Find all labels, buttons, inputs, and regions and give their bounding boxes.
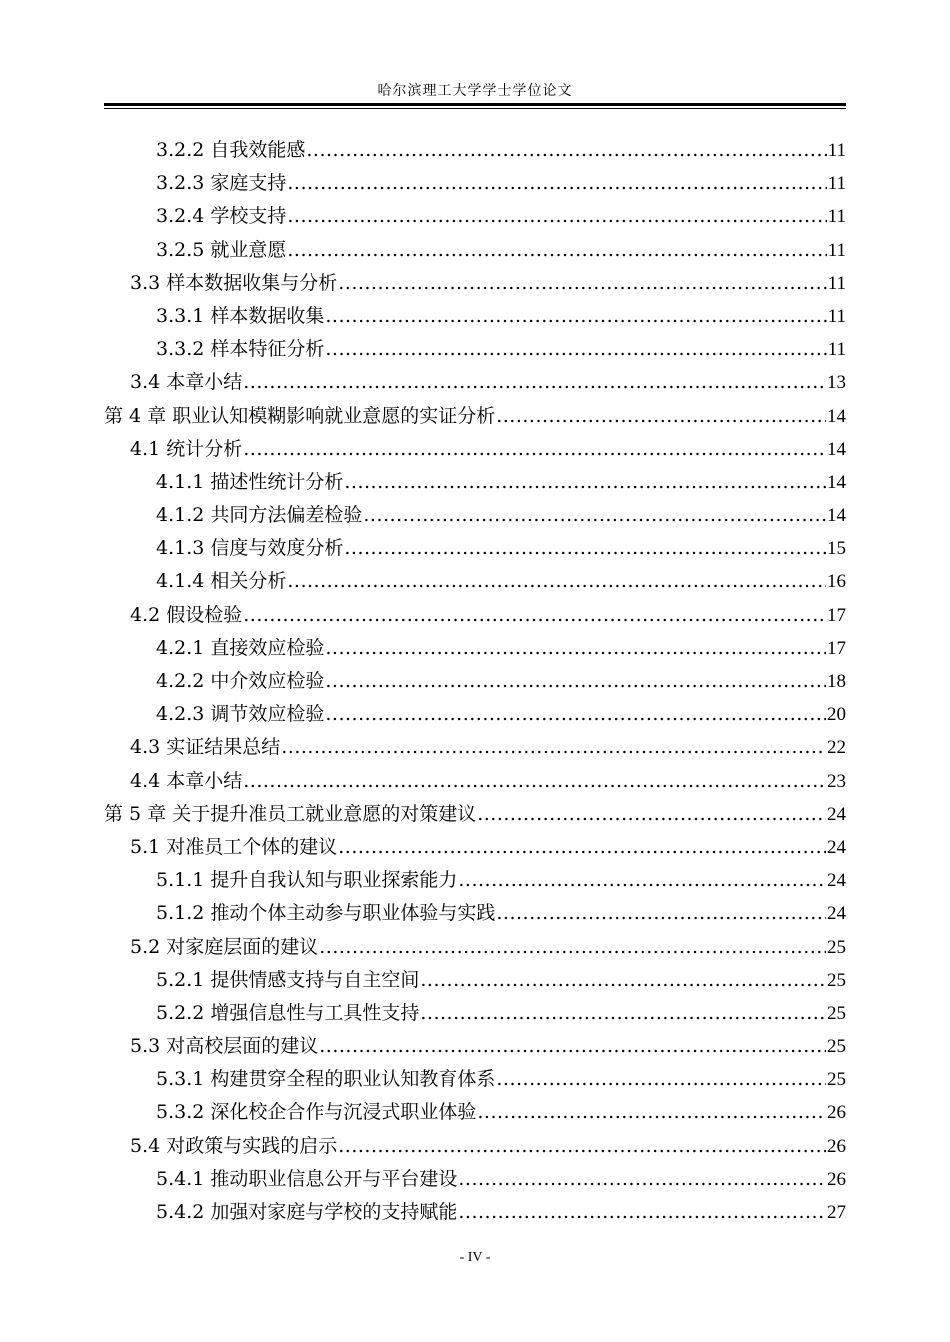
toc-entry-page: 25 [827, 1036, 846, 1058]
toc-entry[interactable] [104, 200, 846, 233]
toc-dot-leader [325, 300, 826, 333]
toc-entry-title: 第 4 章 职业认知模糊影响就业意愿的实证分析 [104, 404, 496, 427]
table-of-contents [104, 134, 846, 1229]
toc-dot-leader [325, 665, 826, 698]
toc-entry-page: 11 [827, 140, 846, 161]
toc-entry-page: 24 [827, 803, 846, 825]
toc-entry-page: 14 [827, 405, 846, 427]
toc-dot-leader [338, 831, 826, 864]
toc-entry[interactable] [104, 134, 846, 167]
toc-entry[interactable] [104, 798, 846, 831]
toc-entry-title: 4.3 实证结果总结 [130, 736, 281, 759]
toc-entry-title: 5.2 对家庭层面的建议 [130, 935, 319, 958]
toc-entry-title: 4.1 统计分析 [130, 437, 243, 460]
toc-entry[interactable] [104, 267, 846, 300]
toc-dot-leader [458, 1196, 826, 1229]
toc-entry-title: 3.2.4 学校支持 [156, 205, 287, 228]
toc-dot-leader [477, 798, 826, 831]
toc-dot-leader [420, 997, 826, 1030]
toc-entry[interactable] [104, 997, 846, 1030]
toc-entry[interactable] [104, 731, 846, 764]
toc-entry[interactable] [104, 1196, 846, 1229]
toc-entry-page: 17 [827, 637, 846, 659]
toc-entry-title: 5.1.1 提升自我认知与职业探索能力 [156, 869, 458, 892]
toc-entry-title: 3.3.1 样本数据收集 [156, 304, 325, 327]
toc-entry-page: 11 [827, 173, 846, 195]
toc-entry-title: 5.4.2 加强对家庭与学校的支持赋能 [156, 1201, 458, 1223]
toc-entry-title: 4.1.4 相关分析 [156, 570, 287, 593]
toc-dot-leader [420, 964, 826, 997]
toc-entry[interactable] [104, 1096, 846, 1129]
toc-entry-title: 第 5 章 关于提升准员工就业意愿的对策建议 [104, 802, 477, 825]
page-header-title: 哈尔滨理工大学学士学位论文 [377, 83, 573, 99]
toc-entry[interactable] [104, 864, 846, 897]
toc-entry-title: 5.3 对高校层面的建议 [130, 1035, 319, 1058]
toc-entry-page: 11 [827, 305, 846, 327]
toc-entry[interactable] [104, 1030, 846, 1063]
toc-entry-page: 24 [827, 870, 846, 892]
toc-dot-leader [338, 267, 826, 300]
toc-entry-title: 5.1.2 推动个体主动参与职业体验与实践 [156, 902, 496, 925]
toc-entry-page: 25 [827, 1002, 846, 1024]
toc-entry-page: 13 [827, 372, 846, 394]
toc-entry[interactable] [104, 1130, 846, 1163]
toc-entry-page: 16 [827, 571, 846, 593]
toc-entry-title: 4.1.2 共同方法偏差检验 [156, 504, 363, 527]
toc-entry-title: 4.2.2 中介效应检验 [156, 670, 325, 692]
toc-entry[interactable] [104, 599, 846, 632]
toc-entry[interactable] [104, 698, 846, 731]
toc-entry[interactable] [104, 897, 846, 930]
toc-entry-title: 4.1.3 信度与效度分析 [156, 537, 344, 560]
toc-entry-page: 11 [827, 339, 846, 361]
toc-entry-page: 27 [827, 1202, 846, 1223]
toc-entry[interactable] [104, 499, 846, 532]
toc-dot-leader [477, 1096, 826, 1129]
toc-entry-page: 15 [827, 538, 846, 560]
toc-entry-page: 17 [827, 604, 846, 626]
toc-entry-title: 3.2.3 家庭支持 [156, 172, 287, 195]
page-number: - IV - [459, 1250, 491, 1265]
toc-dot-leader [319, 931, 826, 964]
toc-entry-title: 3.4 本章小结 [130, 371, 243, 394]
toc-entry[interactable] [104, 565, 846, 598]
toc-dot-leader [496, 897, 826, 930]
toc-entry-page: 20 [827, 704, 846, 726]
toc-entry-page: 26 [827, 1135, 846, 1157]
toc-entry-page: 25 [827, 969, 846, 991]
toc-entry[interactable] [104, 765, 846, 798]
toc-entry-page: 14 [827, 471, 846, 493]
toc-entry[interactable] [104, 964, 846, 997]
toc-dot-leader [325, 698, 826, 731]
header-rule-thick [104, 103, 846, 106]
toc-dot-leader [325, 333, 826, 366]
toc-entry[interactable] [104, 167, 846, 200]
toc-dot-leader [496, 1063, 826, 1096]
toc-entry-title: 4.2.1 直接效应检验 [156, 636, 325, 659]
toc-entry-title: 5.4 对政策与实践的启示 [130, 1134, 338, 1157]
toc-entry-title: 4.1.1 描述性统计分析 [156, 470, 344, 493]
toc-entry[interactable] [104, 532, 846, 565]
toc-entry-page: 18 [827, 671, 846, 692]
toc-entry-title: 5.2.1 提供情感支持与自主空间 [156, 968, 420, 991]
toc-dot-leader [243, 433, 826, 466]
toc-entry-page: 24 [827, 903, 846, 925]
toc-entry-page: 26 [827, 1102, 846, 1124]
toc-entry-title: 3.3.2 样本特征分析 [156, 338, 325, 361]
toc-entry[interactable] [104, 366, 846, 399]
toc-entry-title: 5.3.1 构建贯穿全程的职业认知教育体系 [156, 1068, 496, 1091]
toc-entry[interactable] [104, 300, 846, 333]
toc-entry-title: 5.3.2 深化校企合作与沉浸式职业体验 [156, 1101, 477, 1124]
toc-dot-leader [458, 1163, 826, 1196]
toc-entry-page: 14 [827, 505, 846, 527]
toc-entry-page: 26 [827, 1168, 846, 1190]
toc-entry[interactable] [104, 931, 846, 964]
toc-dot-leader [496, 400, 826, 433]
header-rule-thin [104, 108, 846, 109]
toc-dot-leader [344, 532, 826, 565]
toc-entry[interactable] [104, 466, 846, 499]
toc-entry-title: 3.2.5 就业意愿 [156, 238, 287, 261]
toc-dot-leader [338, 1130, 826, 1163]
toc-entry[interactable] [104, 831, 846, 864]
toc-entry[interactable] [104, 1163, 846, 1196]
toc-dot-leader [287, 565, 826, 598]
toc-entry-title: 5.2.2 增强信息性与工具性支持 [156, 1001, 420, 1024]
toc-entry-title: 5.4.1 推动职业信息公开与平台建设 [156, 1167, 458, 1190]
toc-dot-leader [243, 366, 826, 399]
toc-entry-title: 5.1 对准员工个体的建议 [130, 835, 338, 858]
toc-dot-leader [344, 466, 826, 499]
toc-dot-leader [287, 200, 826, 233]
toc-entry-page: 11 [827, 272, 846, 294]
toc-dot-leader [319, 1030, 826, 1063]
toc-dot-leader [287, 234, 826, 267]
toc-dot-leader [306, 134, 826, 167]
toc-entry-page: 24 [827, 836, 846, 858]
toc-dot-leader [287, 167, 826, 200]
toc-entry-page: 14 [827, 438, 846, 460]
toc-entry[interactable] [104, 1063, 846, 1096]
toc-entry[interactable] [104, 632, 846, 665]
toc-entry-page: 25 [827, 936, 846, 958]
toc-entry-title: 4.2.3 调节效应检验 [156, 703, 325, 726]
toc-entry-page: 11 [827, 206, 846, 228]
toc-entry-page: 23 [827, 770, 846, 792]
toc-entry-page: 25 [827, 1069, 846, 1091]
toc-dot-leader [281, 731, 826, 764]
toc-entry-page: 11 [827, 239, 846, 261]
toc-entry[interactable] [104, 234, 846, 267]
toc-dot-leader [243, 599, 826, 632]
toc-dot-leader [325, 632, 826, 665]
toc-entry-page: 22 [827, 737, 846, 759]
toc-entry-title: 4.2 假设检验 [130, 603, 243, 626]
toc-dot-leader [458, 864, 826, 897]
toc-entry[interactable] [104, 400, 846, 433]
toc-entry-title: 3.3 样本数据收集与分析 [130, 271, 338, 294]
toc-entry[interactable] [104, 433, 846, 466]
toc-dot-leader [363, 499, 826, 532]
toc-entry[interactable] [104, 665, 846, 698]
toc-entry[interactable] [104, 333, 846, 366]
toc-entry-title: 4.4 本章小结 [130, 769, 243, 792]
toc-entry-title: 3.2.2 自我效能感 [156, 139, 306, 161]
toc-dot-leader [243, 765, 826, 798]
